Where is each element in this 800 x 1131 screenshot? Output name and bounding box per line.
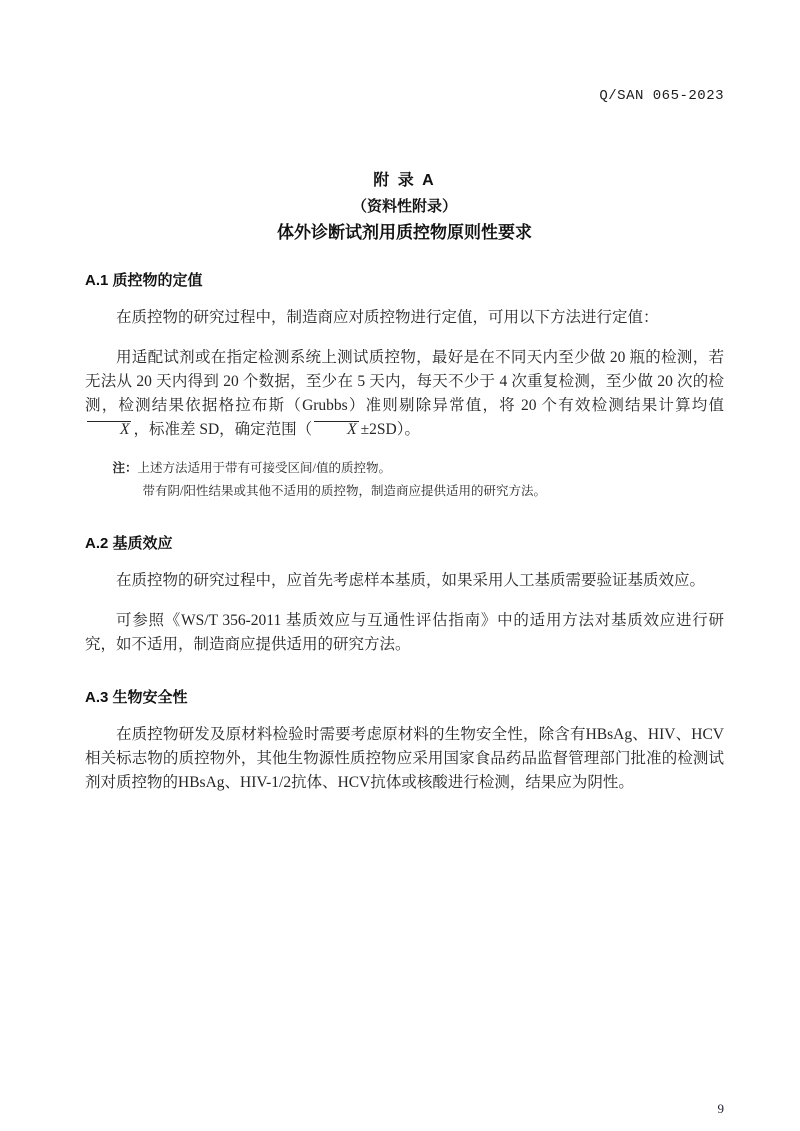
appendix-subtitle: （资料性附录）: [351, 198, 457, 215]
appendix-title: 附 录 A: [373, 172, 436, 189]
section-a1-heading: A.1 质控物的定值: [85, 272, 203, 289]
a1-para2-text-1: 用适配试剂或在指定检测系统上测试质控物，最好是在不同天内至少做 20 瓶的检测，若无法从 20 天内得到 20 个数据，至少在 5 天内，每天不少于 4 次重复检测，至少做 20 次的检测，检测结果依据格拉布斯（Grubbs）准则剔除异常值，将 20 个有效检测结果计算均值: [85, 348, 724, 414]
page-content: [85, 0, 724, 810]
appendix-heading: 体外诊断试剂用质控物原则性要求: [277, 223, 532, 242]
section-a2-paragraph-2: 可参照《WS/T 356-2011 基质效应与互通性评估指南》中的适用方法对基质效应进行研究，如不适用，制造商应提供适用的研究方法。: [85, 611, 724, 653]
range-xbar-symbol: X: [314, 421, 358, 438]
mean-xbar-symbol: X: [87, 421, 131, 438]
section-a2-heading: A.2 基质效应: [85, 535, 173, 552]
note-line-1: [85, 457, 724, 480]
a1-para2-text-2: ，标准差 SD，确定范围（: [133, 420, 313, 438]
page-number: 9: [717, 1101, 724, 1116]
note-line-2: 带有阴/阳性结果或其他不适用的质控物，制造商应提供适用的研究方法。: [142, 484, 546, 498]
section-a1-note: [85, 457, 724, 503]
appendix-title-block: [85, 0, 724, 246]
note-text-1: 上述方法适用于带有可接受区间/值的质控物。: [137, 461, 391, 475]
a1-para2-text-3: ±2SD）。: [360, 420, 420, 438]
section-a3-paragraph-1: 在质控物研发及原材料检验时需要考虑原材料的生物安全性，除含有HBsAg、HIV、HCV相关标志物的质控物外，其他生物源性质控物应采用国家食品药品监督管理部门批准的检测试剂对质控物的HBsAg、HIV-1/2抗体、HCV抗体或核酸进行检测，结果应为阴性。: [85, 725, 724, 791]
section-a1-paragraph-2: [85, 346, 724, 442]
section-a3-heading: A.3 生物安全性: [85, 688, 188, 706]
section-a2-paragraph-1: 在质控物的研究过程中，应首先考虑样本基质，如果采用人工基质需要验证基质效应。: [116, 572, 706, 589]
document-code: Q/SAN 065-2023: [599, 88, 724, 104]
note-label: 注：: [112, 461, 138, 475]
section-a1-paragraph-1: 在质控物的研究过程中，制造商应对质控物进行定值，可用以下方法进行定值：: [116, 309, 659, 326]
